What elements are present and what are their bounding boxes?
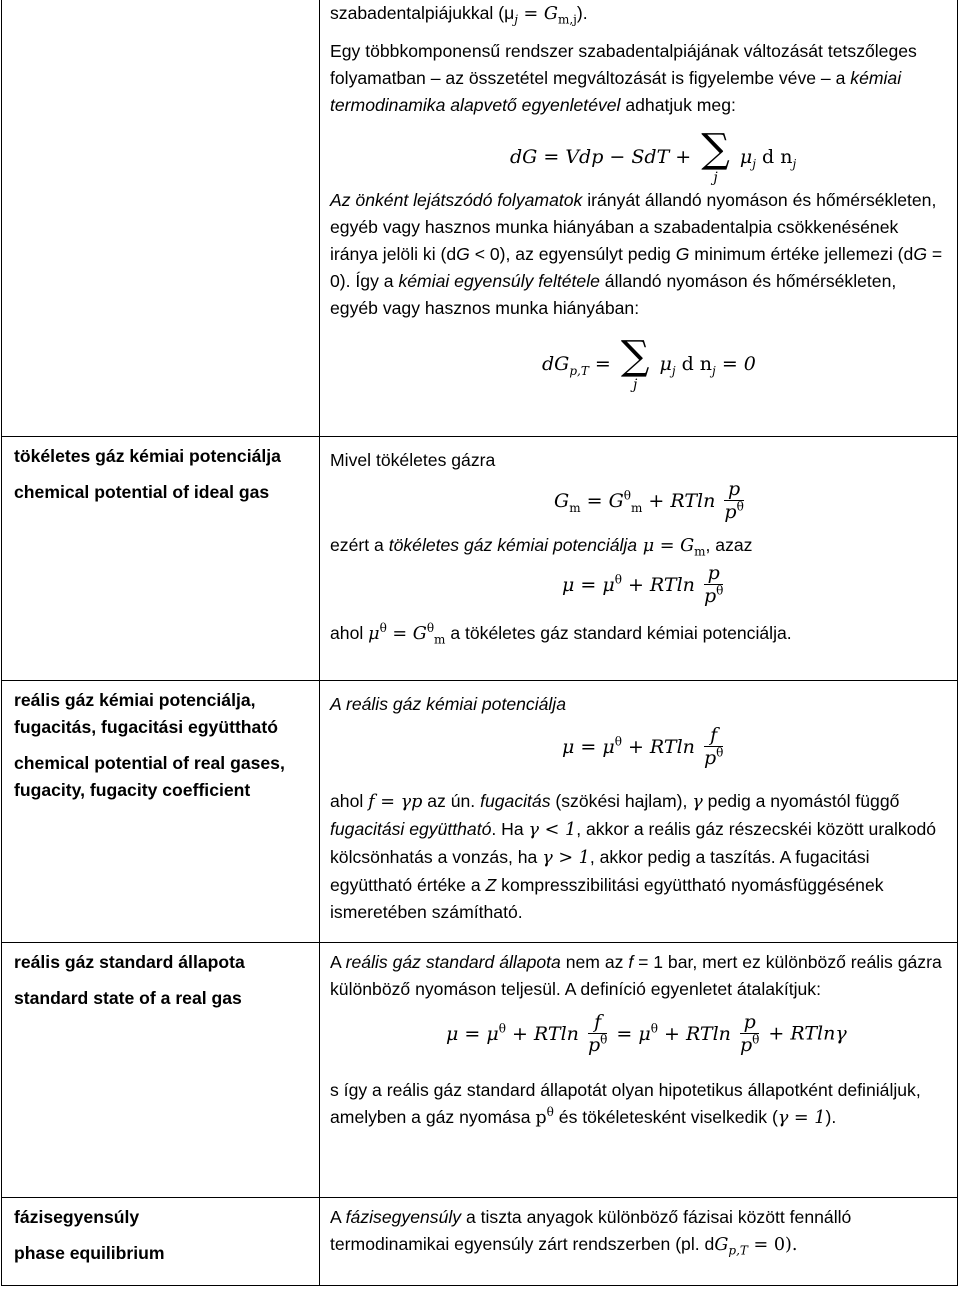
- term-en: phase equilibrium: [14, 1243, 165, 1263]
- term-cell: [2, 437, 320, 681]
- paragraph: ahol f = γp az ún. fugacitás (szökési hajlam), γ pedig a nyomástól függő fugacitási együttható. Ha γ < 1, akkor a reális gáz részecskéi között uralkodó kölcsönhatás a vonzás, ha γ > 1, akkor pedig a taszítás. A fugacitási együttható értéke a Z kompresszibilitási együttható nyomásfüggésének ismeretében számítható.: [330, 791, 937, 922]
- paragraph: szabadentalpiájukkal $(\mu_j = G_{m,j})$.: [330, 3, 588, 27]
- table-row: [2, 943, 958, 1198]
- table-row: [2, 681, 958, 943]
- table-row: [2, 437, 958, 681]
- paragraph: ezért a tökéletes gáz kémiai potenciálja $\mu = G_m$, azaz: [330, 535, 753, 559]
- definition-cell: [320, 1198, 958, 1286]
- equation-fundamental: dG = Vdp − SdT + ∑ j $\mu_j$ d $n_j$: [510, 126, 797, 186]
- glossary-table: [1, 0, 958, 1286]
- term-hu: reális gáz standard állapota: [14, 952, 245, 972]
- equation-gibbs-molar: $G_m = G^\theta_m + RTln$ $\frac{p}{p^\theta}$: [554, 478, 744, 523]
- term-cell: [2, 0, 320, 437]
- equation-real-mu: $\mu = \mu^\theta + RTln$ $\frac{f}{p^\theta}$: [562, 724, 724, 769]
- paragraph: ahol $\mu^\theta = G^\theta_m$ a tökéletes gáz standard kémiai potenciálja.: [330, 621, 792, 647]
- term-cell: [2, 681, 320, 943]
- term-en: chemical potential of ideal gas: [14, 482, 270, 502]
- table-row: [2, 1198, 958, 1286]
- definition-cell: [320, 0, 958, 437]
- equation-real-standard: $\mu = \mu^\theta + RTln$ $\frac{f}{p^\theta}$ = $\mu^\theta + RTln$ $\frac{p}{p^\theta}$ + RTlnγ: [446, 1011, 847, 1056]
- paragraph: A fázisegyensúly a tiszta anyagok különböző fázisai között fennálló termodinamikai egyensúly zárt rendszerben (pl. $dG_{p,T} = 0$).: [330, 1207, 852, 1258]
- paragraph: Az önként lejátszódó folyamatok irányát állandó nyomáson és hőmérsékleten, egyéb vagy hasznos munka hiányában a szabadentalpia csökkenésének iránya jelöli ki (dG < 0), az egyensúlyt pedig G minimum értéke jellemezi (dG = 0). Így a kémiai egyensúly feltétele állandó nyomáson és hőmérsékleten, egyéb vagy hasznos munka hiányában:: [330, 190, 943, 318]
- term-hu: tökéletes gáz kémiai potenciálja: [14, 446, 281, 466]
- term-cell: [2, 1198, 320, 1286]
- term-hu: fázisegyensúly: [14, 1207, 140, 1227]
- term-cell: [2, 943, 320, 1198]
- paragraph: Mivel tökéletes gázra: [330, 450, 496, 470]
- paragraph: s így a reális gáz standard állapotát olyan hipotetikus állapotként definiáljuk, amelyben a gáz nyomása $p^\theta$ és tökéletesként viselkedik (γ = 1).: [330, 1080, 921, 1128]
- term-en: standard state of a real gas: [14, 988, 242, 1008]
- definition-cell: [320, 681, 958, 943]
- definition-cell: [320, 437, 958, 681]
- paragraph: A reális gáz standard állapota nem az f = 1 bar, mert ez különböző reális gázra különböző nyomáson teljesül. A definíció egyenletet átalakítjuk:: [330, 952, 942, 999]
- term-en: chemical potential of real gases, fugacity, fugacity coefficient: [14, 753, 285, 800]
- paragraph: Egy többkomponensű rendszer szabadentalpiájának változását tetszőleges folyamatban – az összetétel megváltozását is figyelembe véve – a kémiai termodinamika alapvető egyenletével adhatjuk meg:: [330, 41, 917, 115]
- paragraph: A reális gáz kémiai potenciálja: [330, 694, 567, 714]
- equation-equilibrium-condition: $dG_{p,T}$ = ∑ j $\mu_j$ d $n_j = 0$: [542, 333, 756, 393]
- definition-cell: [320, 943, 958, 1198]
- table-row: [2, 0, 958, 437]
- term-hu: reális gáz kémiai potenciálja, fugacitás, fugacitási együttható: [14, 690, 278, 737]
- equation-ideal-mu: $\mu = \mu^\theta + RTln$ $\frac{p}{p^\theta}$: [562, 562, 724, 607]
